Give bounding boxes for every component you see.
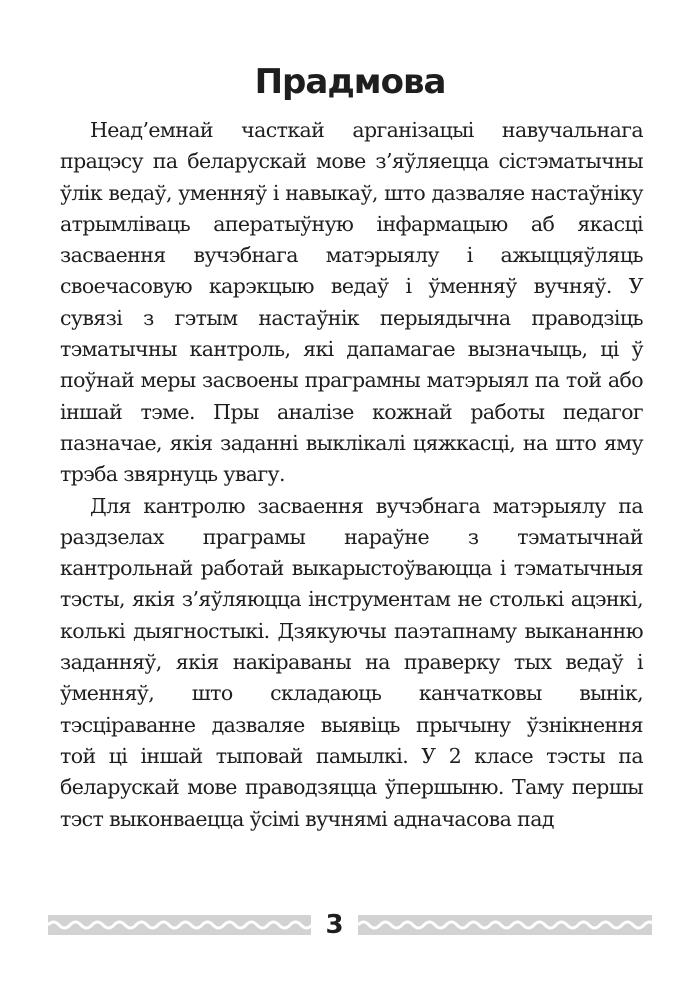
- body-text: [60, 115, 643, 835]
- wave-divider-left: [48, 915, 311, 935]
- wave-divider-right: [358, 915, 652, 935]
- page-number: 3: [325, 910, 344, 940]
- page-footer: [48, 910, 652, 940]
- paragraph: Для кантролю засваення вучэбнага матэрыялу па раздзелах праграмы нараўне з тэматычнай кантрольнай работай выкарыстоўваюцца і тэматычныя тэсты, якія з’яўляюцца інструментам не столькі ацэнкі, колькі дыягностыкі. Дзякуючы паэтапнаму выкананню заданняў, якія накіраваны на праверку тых ведаў і ўменняў, што складаюць канчатковы вынік, тэсціраванне дазваляе выявіць прычыну ўзнікнення той ці іншай тыповай памылкі. У 2 класе тэсты па беларускай мове праводзяцца ўпершыню. Таму першы тэст выконваецца ўсімі вучнямі адначасова пад: [60, 493, 643, 831]
- page-title: Прадмова: [254, 62, 446, 102]
- paragraph: Неад’емнай часткай арганізацыі навучальнага працэсу па беларускай мове з’яўляецца сістэматычны ўлік ведаў, уменняў і навыкаў, што дазваляе настаўніку атрымліваць аператыўную інфармацыю аб якасці засваення вучэбнага матэрыялу і ажыццяўляць своечасовую карэкцыю ведаў і ўменняў вучняў. У сувязі з гэтым настаўнік перыядычна праводзіць тэматычны кантроль, які дапамагае вызначыць, ці ў поўнай меры засвоены праграмны матэрыял па той або іншай тэме. Пры аналізе кожнай работы педагог пазначае, якія заданні выклікалі цяжкасці, на што яму трэба звярнуць увагу.: [60, 118, 643, 487]
